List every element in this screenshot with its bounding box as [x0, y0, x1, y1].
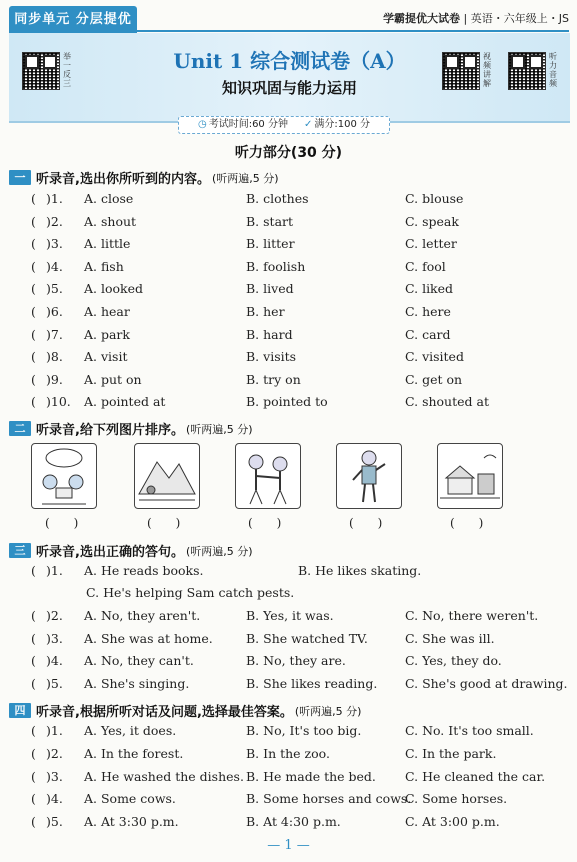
- check-icon: ✓: [303, 119, 313, 130]
- answer-paren[interactable]: (: [31, 258, 36, 274]
- option-a: A. She was at home.: [84, 630, 213, 646]
- option-c: C. get on: [405, 371, 463, 387]
- option-a: A. She's singing.: [84, 675, 190, 691]
- option-b: B. Some horses and cows.: [246, 791, 412, 807]
- question-number: )5.: [46, 675, 63, 691]
- answer-paren[interactable]: (: [31, 326, 36, 342]
- option-a: A. put on: [84, 371, 142, 387]
- question-number: )9.: [46, 371, 63, 387]
- question-number: )6.: [46, 304, 63, 319]
- question-number: )3.: [46, 768, 63, 784]
- option-b: B. No, they are.: [246, 653, 346, 669]
- option-c: C. speak: [405, 213, 459, 229]
- option-b: B. foolish: [246, 258, 306, 274]
- subject-grade: 英语・六年级上・JS: [470, 12, 569, 25]
- picture4-answer-blank[interactable]: ( ): [349, 516, 383, 530]
- answer-paren[interactable]: (: [31, 768, 36, 784]
- option-c: C. Yes, they do.: [405, 653, 502, 669]
- picture-farmhouse: [437, 443, 503, 509]
- option-a: A. He reads books.: [84, 563, 204, 578]
- picture3-answer-blank[interactable]: ( ): [248, 516, 282, 530]
- option-a: A. fish: [84, 258, 124, 274]
- question-number: )4.: [46, 791, 63, 807]
- option-c: C. No. It's too small.: [405, 723, 534, 738]
- question-number: )4.: [46, 258, 63, 274]
- picture-mountains: [134, 443, 200, 509]
- section3-question-1-cont: [0, 585, 577, 605]
- option-a: A. At 3:30 p.m.: [84, 814, 179, 830]
- picture5-answer-blank[interactable]: ( ): [450, 516, 484, 530]
- section4-title: 听录音,根据所听对话及问题,选择最佳答案。: [36, 705, 293, 720]
- answer-paren[interactable]: (: [31, 723, 36, 738]
- question-number: )3.: [46, 630, 63, 646]
- picture2-answer-blank[interactable]: ( ): [147, 516, 181, 530]
- section4-number: 四: [9, 703, 31, 718]
- question-number: )4.: [46, 653, 63, 669]
- answer-paren[interactable]: (: [31, 653, 36, 669]
- qr-code-practice[interactable]: [22, 52, 60, 90]
- option-c: C. card: [405, 326, 451, 342]
- answer-paren[interactable]: (: [31, 608, 36, 623]
- answer-paren[interactable]: (: [31, 371, 36, 387]
- answer-paren[interactable]: (: [31, 191, 36, 206]
- option-b: B. He made the bed.: [246, 768, 376, 784]
- option-b: B. clothes: [246, 191, 309, 206]
- section3-question-1: [0, 563, 577, 583]
- section1-heading: [9, 168, 279, 187]
- answer-paren[interactable]: (: [31, 791, 36, 807]
- section3-question-3: [0, 631, 577, 651]
- answer-paren[interactable]: (: [31, 213, 36, 229]
- section1-question-1: [0, 191, 577, 211]
- question-number: )2.: [46, 745, 63, 761]
- section1-question-9: [0, 372, 577, 392]
- option-a: A. Yes, it does.: [84, 723, 177, 738]
- section3-title: 听录音,选出正确的答句。: [36, 545, 184, 560]
- section3-question-4: [0, 653, 577, 673]
- option-c: C. blouse: [405, 191, 464, 206]
- picture-family-dining: [31, 443, 97, 509]
- answer-paren[interactable]: (: [31, 814, 36, 830]
- question-number: )1.: [46, 563, 63, 578]
- option-c: C. He cleaned the car.: [405, 768, 546, 784]
- full-score: [304, 117, 370, 133]
- section2-note: (听两遍,5 分): [185, 422, 253, 436]
- question-number: )1.: [46, 191, 63, 206]
- answer-paren[interactable]: (: [31, 675, 36, 691]
- answer-paren[interactable]: (: [31, 394, 36, 410]
- section4-note: (听两遍,5 分): [294, 704, 362, 718]
- section4-question-2: [0, 746, 577, 766]
- section4-question-3: [0, 769, 577, 789]
- option-b: B. She likes reading.: [246, 675, 378, 691]
- section1-question-3: [0, 236, 577, 256]
- answer-paren[interactable]: (: [31, 304, 36, 319]
- option-c: C. He's helping Sam catch pests.: [86, 585, 295, 600]
- section3-question-5: [0, 676, 577, 696]
- option-c: C. No, there weren't.: [405, 608, 539, 623]
- question-number: )10.: [46, 394, 71, 410]
- full-score-text: 满分:100 分: [314, 119, 371, 130]
- section1-title: 听录音,选出你所听到的内容。: [36, 172, 210, 187]
- option-b: B. Yes, it was.: [246, 608, 334, 623]
- answer-paren[interactable]: (: [31, 563, 36, 578]
- option-a: A. shout: [84, 213, 137, 229]
- option-c: C. In the park.: [405, 745, 497, 761]
- question-number: )3.: [46, 236, 63, 252]
- section3-note: (听两遍,5 分): [185, 544, 253, 558]
- option-c: C. Some horses.: [405, 791, 508, 807]
- option-a: A. No, they aren't.: [84, 608, 201, 623]
- option-c: C. letter: [405, 236, 457, 252]
- option-a: A. visit: [84, 349, 128, 365]
- option-c: C. visited: [405, 349, 464, 365]
- section2-title: 听录音,给下列图片排序。: [36, 423, 184, 438]
- section1-note: (听两遍,5 分): [211, 171, 279, 185]
- option-b: B. try on: [246, 371, 301, 387]
- option-b: B. She watched TV.: [246, 630, 368, 646]
- section2-number: 二: [9, 421, 31, 436]
- option-a: A. hear: [84, 304, 130, 319]
- qr-code-video[interactable]: [442, 52, 480, 90]
- section1-question-10: [0, 394, 577, 414]
- qr-label-practice: 举一反三: [63, 52, 71, 88]
- answer-paren[interactable]: (: [31, 236, 36, 252]
- option-a: A. park: [84, 326, 130, 342]
- answer-paren[interactable]: (: [31, 745, 36, 761]
- question-number: )7.: [46, 326, 63, 342]
- section1-question-5: [0, 281, 577, 301]
- option-c: C. At 3:00 p.m.: [405, 814, 500, 830]
- question-number: )5.: [46, 281, 63, 297]
- answer-paren[interactable]: (: [31, 281, 36, 297]
- question-number: )8.: [46, 349, 63, 365]
- section3-question-2: [0, 608, 577, 628]
- option-b: B. her: [246, 304, 285, 319]
- option-c: C. She's good at drawing.: [405, 675, 568, 691]
- question-number: )1.: [46, 723, 63, 738]
- option-a: A. looked: [84, 281, 143, 297]
- option-b: B. litter: [246, 236, 295, 252]
- section3-number: 三: [9, 543, 31, 558]
- header-rule: [137, 30, 569, 32]
- section4-question-5: [0, 814, 577, 834]
- option-a: A. In the forest.: [84, 745, 184, 761]
- section4-heading: [9, 701, 361, 720]
- option-a: A. little: [84, 236, 131, 252]
- picture1-answer-blank[interactable]: ( ): [45, 516, 79, 530]
- section4-question-1: [0, 723, 577, 743]
- section1-question-8: [0, 349, 577, 369]
- section4-question-4: [0, 791, 577, 811]
- option-c: C. She was ill.: [405, 630, 495, 646]
- option-c: C. here: [405, 304, 451, 319]
- option-b: B. start: [246, 213, 294, 229]
- section3-heading: [9, 541, 253, 560]
- clock-icon: ◷: [197, 119, 207, 130]
- option-b: B. pointed to: [246, 394, 328, 410]
- section1-question-6: [0, 304, 577, 324]
- question-number: )2.: [46, 608, 63, 623]
- exam-info-box: [178, 116, 390, 134]
- page-title: Unit 1 综合测试卷（A）: [173, 49, 406, 73]
- question-number: )2.: [46, 213, 63, 229]
- option-b: B. He likes skating.: [298, 563, 422, 578]
- section1-number: 一: [9, 170, 31, 185]
- section1-question-4: [0, 259, 577, 279]
- listening-part-title: 听力部分(30 分): [234, 145, 343, 161]
- option-b: B. In the zoo.: [246, 745, 330, 761]
- section1-question-7: [0, 327, 577, 347]
- option-c: C. fool: [405, 258, 446, 274]
- qr-label-video: 视频讲解: [483, 52, 491, 88]
- answer-paren[interactable]: (: [31, 349, 36, 365]
- series-info: 学霸提优大试卷 | 英语・六年级上・JS: [383, 12, 569, 25]
- option-b: B. visits: [246, 349, 297, 365]
- option-c: C. liked: [405, 281, 454, 297]
- option-b: B. hard: [246, 326, 293, 342]
- exam-time-text: 考试时间:60 分钟: [208, 119, 288, 130]
- series-tab: 同步单元 分层提优: [9, 6, 137, 33]
- option-b: B. No, It's too big.: [246, 723, 362, 738]
- series-name: 学霸提优大试卷: [383, 12, 461, 25]
- exam-time: [198, 117, 288, 133]
- question-number: )5.: [46, 814, 63, 830]
- option-a: A. No, they can't.: [84, 653, 194, 669]
- qr-label-audio: 听力音频: [549, 52, 557, 88]
- option-a: A. pointed at: [84, 394, 166, 410]
- page-number: — 1 —: [267, 838, 310, 853]
- section2-heading: [9, 419, 253, 438]
- answer-paren[interactable]: (: [31, 630, 36, 646]
- option-a: A. close: [84, 191, 134, 206]
- option-b: B. lived: [246, 281, 294, 297]
- option-a: A. Some cows.: [84, 791, 176, 807]
- section1-question-2: [0, 214, 577, 234]
- picture-children-fighting: [235, 443, 301, 509]
- option-a: A. He washed the dishes.: [84, 768, 244, 784]
- option-b: B. At 4:30 p.m.: [246, 814, 341, 830]
- page-subtitle: 知识巩固与能力运用: [221, 79, 357, 97]
- picture-boy-standing: [336, 443, 402, 509]
- option-c: C. shouted at: [405, 394, 489, 410]
- qr-code-audio[interactable]: [508, 52, 546, 90]
